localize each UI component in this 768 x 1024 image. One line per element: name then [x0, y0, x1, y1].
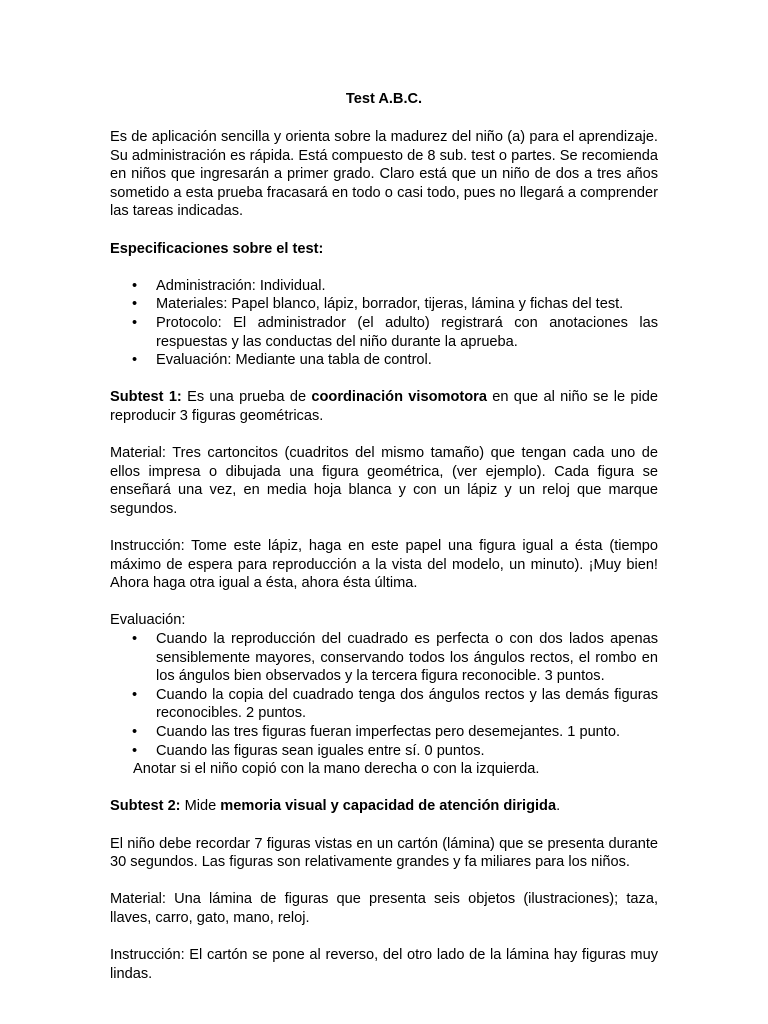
- subtest2-description: El niño debe recordar 7 figuras vistas en un cartón (lámina) que se presenta durante 30 segundos. Las figuras son relativamente grandes y fa miliares para los niños.: [110, 835, 658, 871]
- subtest1-label: Subtest 1:: [110, 389, 182, 406]
- list-item: • Cuando las tres figuras fueran imperfectas pero desemejantes. 1 punto.: [110, 723, 658, 742]
- subtest1-material: Material: Tres cartoncitos (cuadritos del mismo tamaño) que tengan cada uno de ellos impresa o dibujada una figura geométrica, (ver ejemplo). Cada figura se enseñará una vez, en media hoja blanca y con un lápiz y un reloj que marque segundos.: [110, 445, 658, 517]
- intro-paragraph: Es de aplicación sencilla y orienta sobre la madurez del niño (a) para el aprendizaje. Su administración es rápida. Está compuesto de 8 sub. test o partes. Se recomienda en niños que ingresarán a primer grado. Claro está que un niño de dos a tres años sometido a esta prueba fracasará en todo o casi todo, pues no llegará a comprender las tareas indicadas.: [110, 129, 658, 220]
- subtest1-intro: [110, 388, 658, 425]
- list-item: • Materiales: Papel blanco, lápiz, borrador, tijeras, lámina y fichas del test.: [110, 295, 658, 314]
- subtest1-post: en que al niño se le pide reproducir 3 figuras geométricas.: [110, 389, 658, 424]
- subtest1-instruction: Instrucción: Tome este lápiz, haga en este papel una figura igual a ésta (tiempo máximo de espera para reproducción a la vista del modelo, un minuto). ¡Muy bien! Ahora haga otra igual a ésta, ahora ésta última.: [110, 538, 658, 592]
- list-item: • Administración: Individual.: [110, 277, 658, 296]
- subtest1-eval-list: [110, 630, 658, 760]
- specs-heading: Especificaciones sobre el test:: [110, 240, 324, 257]
- subtest1-eval-note: Anotar si el niño copió con la mano derecha o con la izquierda.: [133, 761, 540, 778]
- subtest2-pre: Mide: [180, 798, 221, 815]
- list-item: • Cuando la reproducción del cuadrado es perfecta o con dos lados apenas sensiblemente mayores, conservando todos los ángulos rectos, el rombo en los ángulos bien observados y la tercera figura reconocible. 3 puntos.: [110, 630, 658, 686]
- subtest2-material: Material: Una lámina de figuras que presenta seis objetos (ilustraciones); taza, llaves, carro, gato, mano, reloj.: [110, 891, 658, 926]
- subtest2-label: Subtest 2:: [110, 798, 181, 815]
- subtest2-intro: [110, 797, 658, 816]
- subtest2-skill: memoria visual y capacidad de atención dirigida: [220, 798, 557, 815]
- list-item: • Evaluación: Mediante una tabla de control.: [110, 351, 658, 370]
- document-title: Test A.B.C.: [345, 91, 423, 107]
- list-item: • Cuando las figuras sean iguales entre sí. 0 puntos.: [110, 742, 658, 761]
- document-page: [110, 90, 658, 1002]
- subtest2-post: .: [556, 798, 561, 815]
- subtest2-instruction: Instrucción: El cartón se pone al reverso, del otro lado de la lámina hay figuras muy lindas.: [110, 947, 658, 982]
- list-item: • Protocolo: El administrador (el adulto) registrará con anotaciones las respuestas y las conductas del niño durante la aprueba.: [110, 314, 658, 351]
- specs-list: [110, 277, 658, 370]
- subtest1-skill: coordinación visomotora: [311, 389, 487, 406]
- list-item: • Cuando la copia del cuadrado tenga dos ángulos rectos y las demás figuras reconocibles. 2 puntos.: [110, 686, 658, 723]
- subtest1-pre: Es una prueba de: [181, 389, 312, 406]
- subtest1-eval-label: Evaluación:: [110, 612, 186, 629]
